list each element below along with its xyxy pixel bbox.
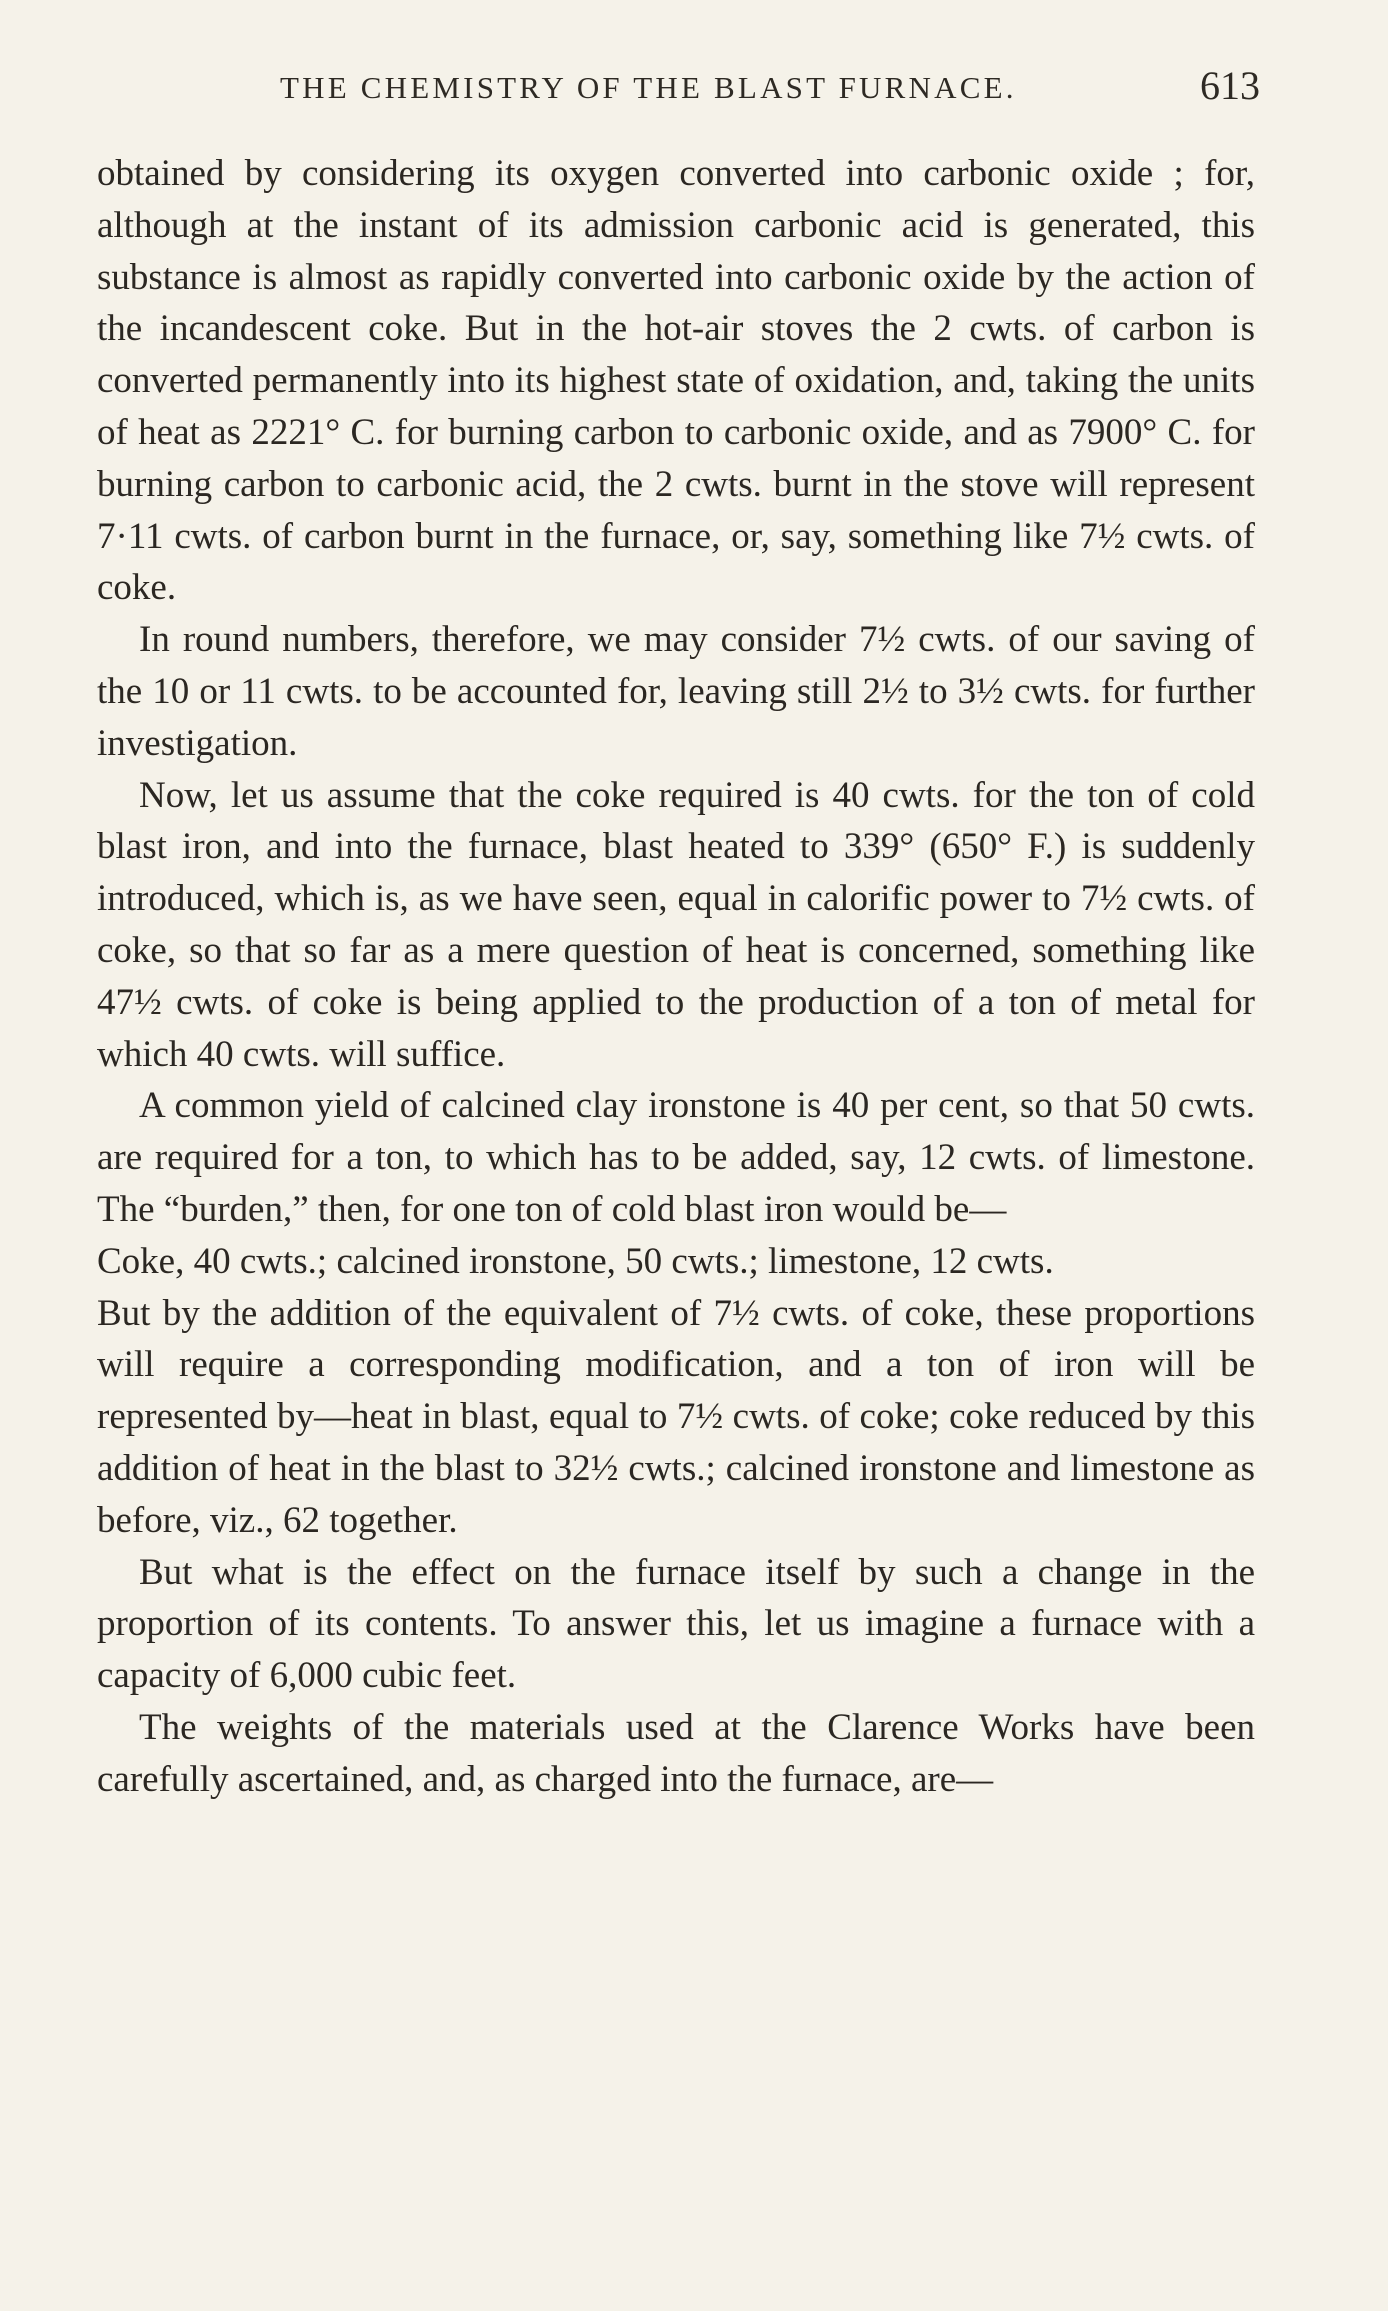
page-header: [100, 62, 1260, 122]
paragraph-4: A common yield of calcined clay ironstone is 40 per cent, so that 50 cwts. are required for a ton, to which has to be added, say, 12 cwts. of limestone. The “burden,” then, for one ton of cold blast iron would be—: [97, 1085, 1255, 1230]
body-text: [97, 148, 1255, 1806]
paragraph-3: Now, let us assume that the coke required is 40 cwts. for the ton of cold blast iron, and into the furnace, blast heated to 339° (650° F.) is suddenly introduced, which is, as we have seen, equal in calorific power to 7½ cwts. of coke, so that so far as a mere question of heat is concerned, something like 47½ cwts. of coke is being applied to the production of a ton of metal for which 40 cwts. will suffice.: [97, 774, 1255, 1075]
paragraph-1: obtained by considering its oxygen converted into carbonic oxide ; for, although at the instant of its admission carbonic acid is generated, this substance is almost as rapidly converted into carbonic oxide by the action of the incandescent coke. But in the hot-air stoves the 2 cwts. of carbon is converted permanently into its highest state of oxidation, and, taking the units of heat as 2221° C. for burning carbon to carbonic oxide, and as 7900° C. for burning carbon to carbonic acid, the 2 cwts. burnt in the stove will represent 7·11 cwts. of carbon burnt in the furnace, or, say, something like 7½ cwts. of coke.: [97, 153, 1255, 609]
burden-list: Coke, 40 cwts.; calcined ironstone, 50 cwts.; limestone, 12 cwts.: [97, 1240, 1054, 1282]
paragraph-7: But what is the effect on the furnace itself by such a change in the proportion of its contents. To answer this, let us imagine a furnace with a capacity of 6,000 cubic feet.: [97, 1551, 1255, 1697]
running-title: THE CHEMISTRY OF THE BLAST FURNACE.: [280, 70, 1017, 105]
paragraph-8: The weights of the materials used at the Clarence Works have been carefully ascertained, and, as charged into the furnace, are—: [97, 1706, 1255, 1800]
paragraph-6: But by the addition of the equivalent of 7½ cwts. of coke, these proportions will require a corresponding modification, and a ton of iron will be represented by—heat in blast, equal to 7½ cwts. of coke; coke reduced by this addition of heat in the blast to 32½ cwts.; calcined ironstone and limestone as before, viz., 62 together.: [97, 1292, 1255, 1541]
page-number: 613: [1200, 63, 1260, 108]
paragraph-2: In round numbers, therefore, we may consider 7½ cwts. of our saving of the 10 or 11 cwts. to be accounted for, leaving still 2½ to 3½ cwts. for further investigation.: [97, 619, 1255, 764]
